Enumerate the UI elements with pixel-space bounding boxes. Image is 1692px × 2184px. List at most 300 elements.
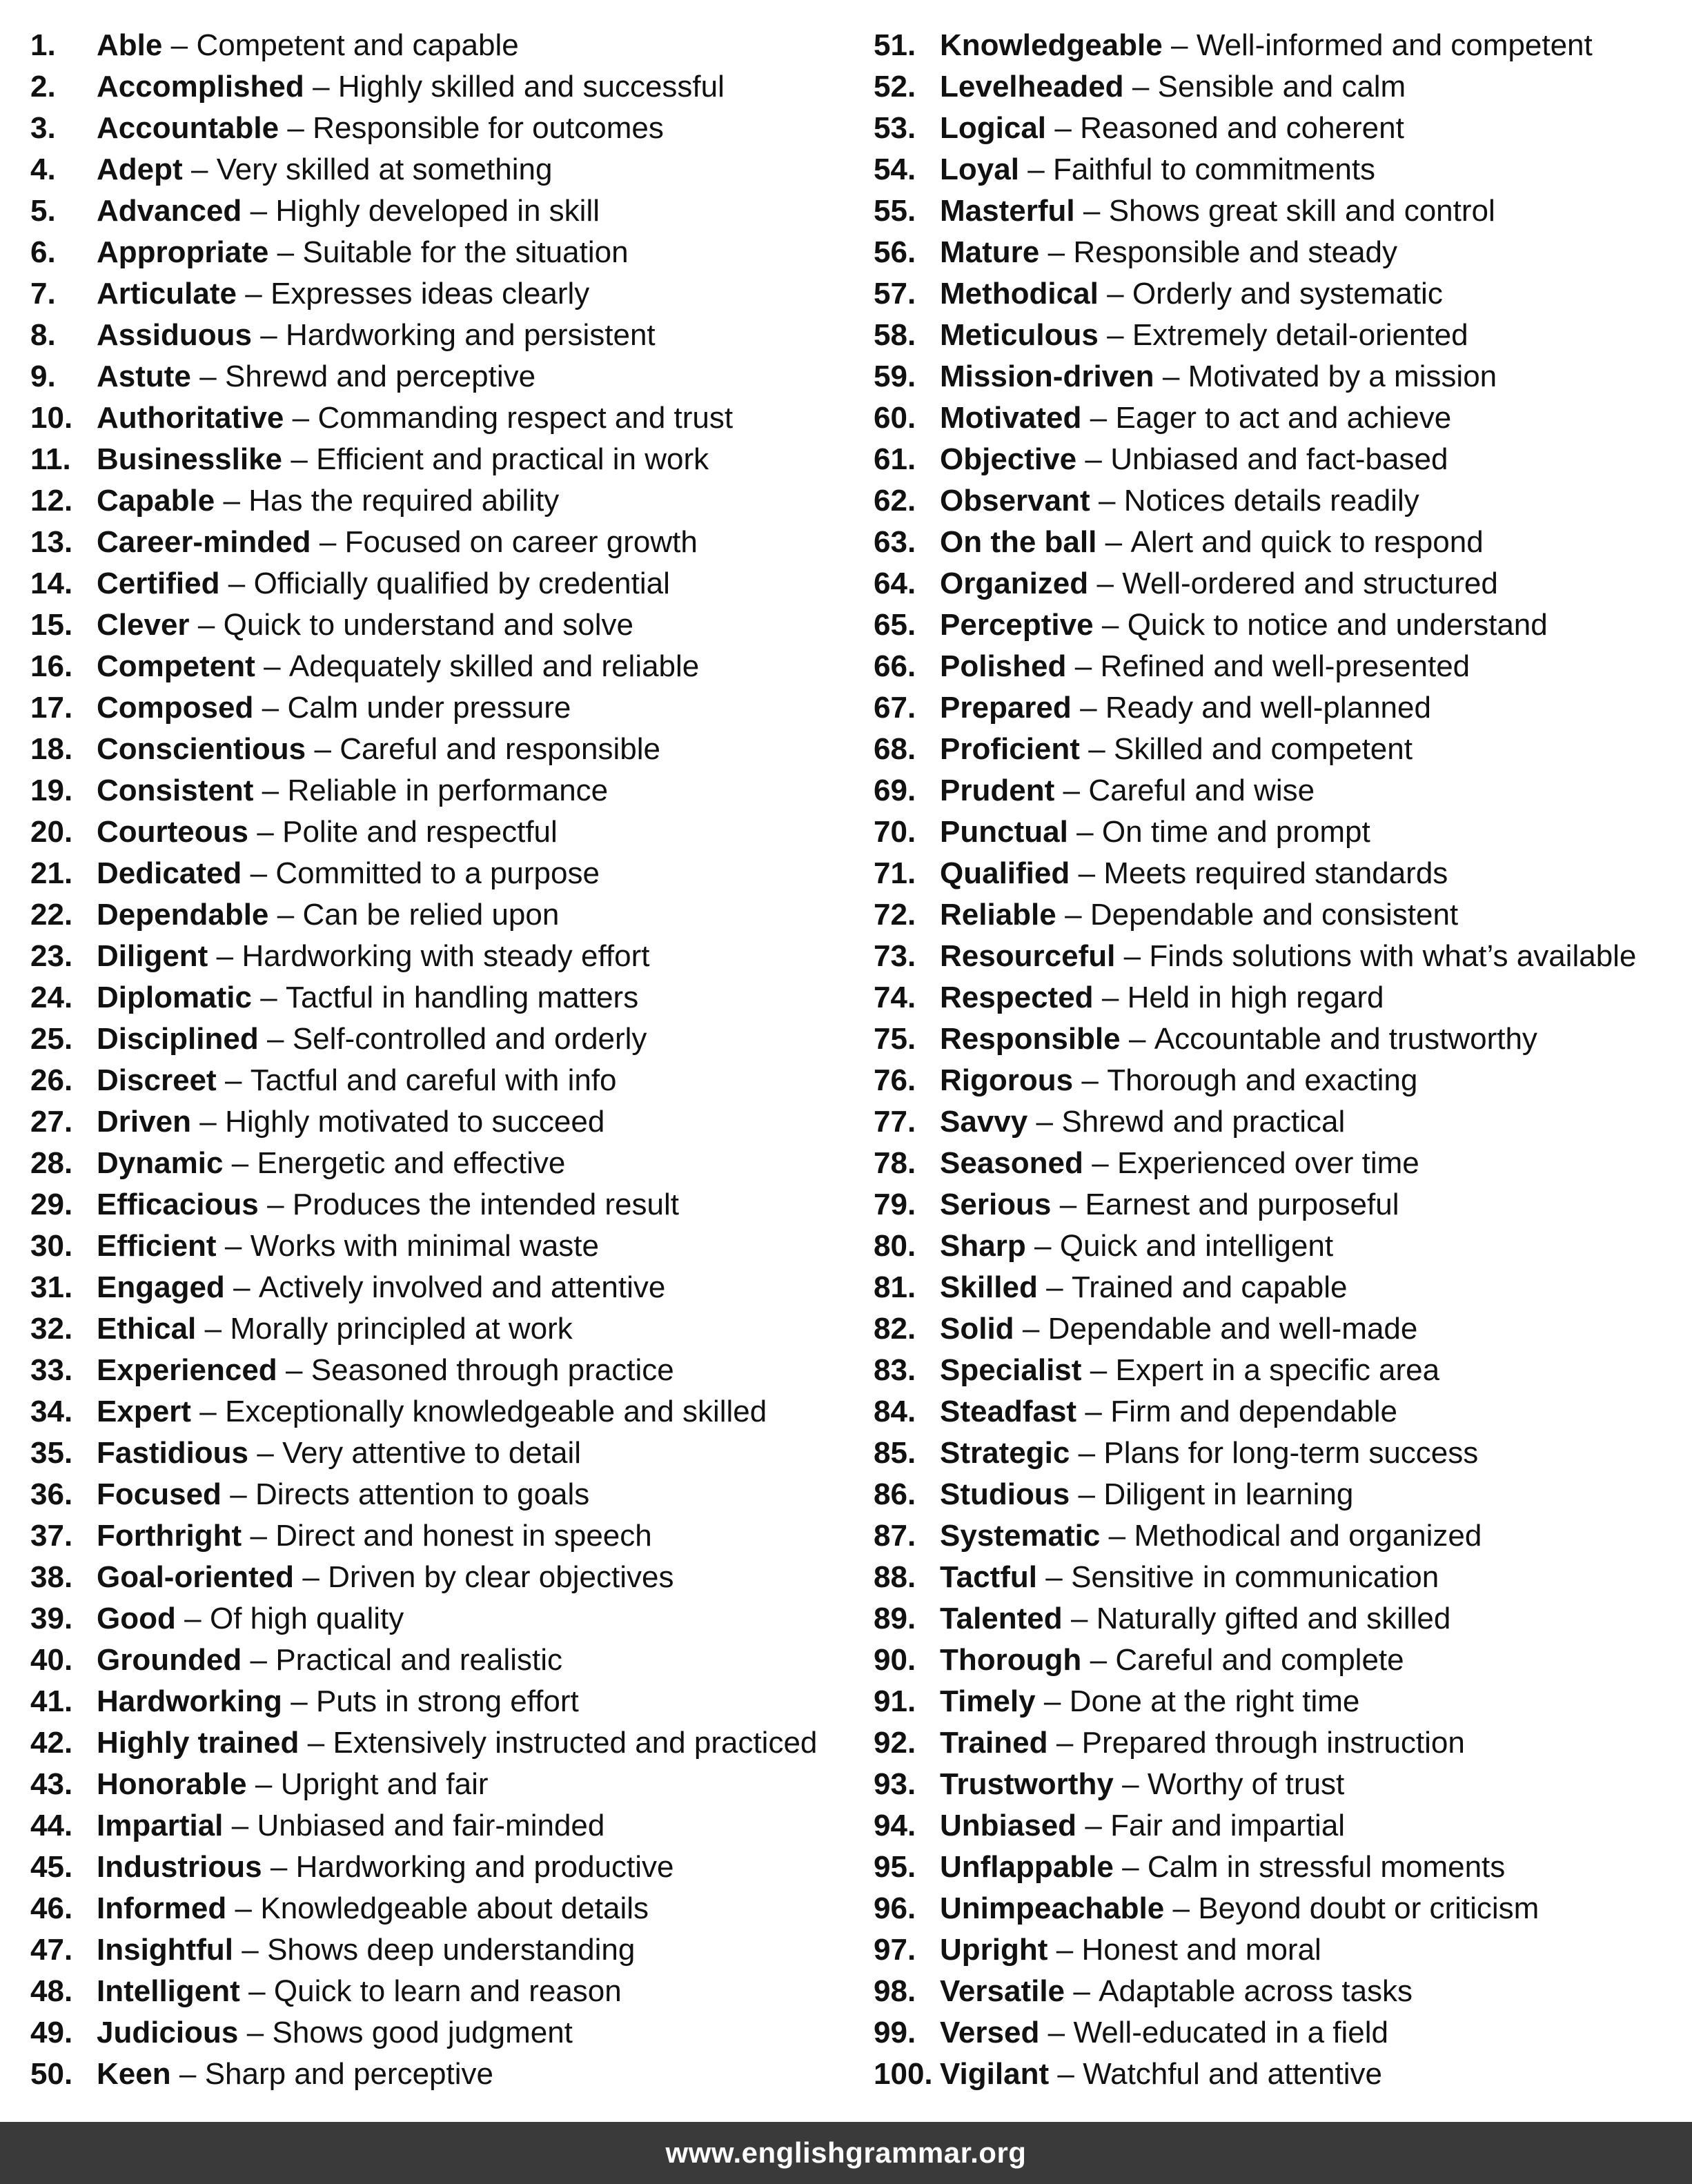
- item-number: 2.: [30, 70, 56, 104]
- item-separator: –: [267, 1022, 284, 1056]
- item-separator: –: [1073, 1974, 1090, 2008]
- item-separator: –: [250, 194, 268, 228]
- list-item: [30, 1557, 872, 1598]
- item-separator: –: [1132, 70, 1150, 104]
- item-number: 40.: [30, 1643, 73, 1677]
- item-term: Meticulous: [940, 318, 1099, 352]
- item-separator: –: [277, 235, 295, 269]
- item-number: 79.: [874, 1188, 916, 1221]
- item-definition: Very attentive to detail: [282, 1436, 582, 1470]
- item-separator: –: [250, 856, 268, 890]
- item-term: Seasoned: [940, 1146, 1083, 1180]
- item-term: Prepared: [940, 691, 1072, 725]
- item-term: Serious: [940, 1188, 1052, 1221]
- item-number: 72.: [874, 898, 916, 932]
- item-separator: –: [1034, 1229, 1052, 1263]
- item-separator: –: [231, 1146, 249, 1180]
- item-term: Observant: [940, 484, 1090, 518]
- item-definition: Experienced over time: [1116, 1146, 1419, 1180]
- item-term: Sharp: [940, 1229, 1026, 1263]
- item-term: Adept: [97, 153, 183, 186]
- item-definition: Self-controlled and orderly: [292, 1022, 647, 1056]
- item-number: 77.: [874, 1105, 916, 1139]
- item-term: Unflappable: [940, 1850, 1114, 1884]
- item-definition: Highly motivated to succeed: [225, 1105, 605, 1139]
- item-term: Vigilant: [940, 2057, 1050, 2091]
- item-number: 83.: [874, 1353, 916, 1387]
- item-definition: Polite and respectful: [282, 815, 558, 849]
- item-number: 23.: [30, 939, 73, 973]
- item-number: 81.: [874, 1270, 916, 1304]
- item-number: 17.: [30, 691, 73, 725]
- list-item: [874, 1515, 1688, 1557]
- item-term: Studious: [940, 1477, 1070, 1511]
- item-definition: Orderly and systematic: [1132, 277, 1443, 311]
- item-term: Informed: [97, 1891, 227, 1925]
- item-definition: Hardworking and persistent: [286, 318, 656, 352]
- item-separator: –: [1080, 691, 1097, 725]
- item-separator: –: [184, 1602, 201, 1635]
- item-term: Accountable: [97, 111, 279, 145]
- item-separator: –: [250, 1643, 267, 1677]
- item-separator: –: [292, 401, 310, 435]
- item-number: 74.: [874, 981, 916, 1014]
- item-number: 42.: [30, 1726, 73, 1760]
- item-definition: Upright and fair: [280, 1767, 489, 1801]
- item-separator: –: [1122, 1850, 1139, 1884]
- item-definition: Accountable and trustworthy: [1154, 1022, 1537, 1056]
- item-definition: Officially qualified by credential: [253, 567, 670, 600]
- item-separator: –: [1162, 360, 1180, 393]
- item-definition: Quick to understand and solve: [223, 608, 634, 642]
- list-item: [874, 273, 1688, 315]
- item-number: 49.: [30, 2016, 73, 2049]
- list-item: [30, 770, 872, 811]
- item-number: 16.: [30, 649, 73, 683]
- item-definition: Well-ordered and structured: [1122, 567, 1498, 600]
- item-term: Upright: [940, 1933, 1048, 1967]
- item-term: Loyal: [940, 153, 1019, 186]
- item-number: 58.: [874, 318, 916, 352]
- item-number: 57.: [874, 277, 916, 311]
- item-term: Astute: [97, 360, 191, 393]
- item-term: Strategic: [940, 1436, 1070, 1470]
- item-separator: –: [1128, 1022, 1146, 1056]
- item-term: Courteous: [97, 815, 248, 849]
- item-definition: Careful and wise: [1088, 774, 1315, 807]
- item-definition: Highly skilled and successful: [337, 70, 725, 104]
- item-definition: Diligent in learning: [1103, 1477, 1354, 1511]
- item-separator: –: [231, 1809, 249, 1842]
- item-definition: Quick to notice and understand: [1127, 608, 1548, 642]
- item-separator: –: [1076, 815, 1094, 849]
- item-number: 66.: [874, 649, 916, 683]
- item-separator: –: [1090, 401, 1108, 435]
- item-separator: –: [1101, 981, 1119, 1014]
- list-item: [874, 1722, 1688, 1764]
- item-term: Honorable: [97, 1767, 247, 1801]
- list-item: [30, 1971, 872, 2012]
- item-separator: –: [1054, 111, 1072, 145]
- item-definition: Very skilled at something: [216, 153, 553, 186]
- item-term: Organized: [940, 567, 1089, 600]
- item-definition: Practical and realistic: [275, 1643, 563, 1677]
- list-item: [874, 1308, 1688, 1350]
- item-term: Highly trained: [97, 1726, 299, 1760]
- item-separator: –: [1047, 235, 1065, 269]
- item-term: Logical: [940, 111, 1047, 145]
- item-term: Hardworking: [97, 1684, 282, 1718]
- item-separator: –: [1122, 1767, 1139, 1801]
- item-number: 43.: [30, 1767, 73, 1801]
- item-number: 44.: [30, 1809, 73, 1842]
- item-term: Engaged: [97, 1270, 225, 1304]
- item-number: 20.: [30, 815, 73, 849]
- list-item: [30, 1515, 872, 1557]
- list-item: [874, 729, 1688, 770]
- item-separator: –: [199, 1395, 217, 1428]
- item-separator: –: [1101, 608, 1119, 642]
- item-definition: Adequately skilled and reliable: [288, 649, 700, 683]
- item-number: 5.: [30, 194, 56, 228]
- list-item: [874, 1060, 1688, 1101]
- item-separator: –: [314, 732, 331, 766]
- list-item: [874, 1929, 1688, 1971]
- item-definition: Earnest and purposeful: [1085, 1188, 1399, 1221]
- list-item: [874, 1557, 1688, 1598]
- list-item: [874, 1226, 1688, 1267]
- item-number: 68.: [874, 732, 916, 766]
- item-definition: Notices details readily: [1123, 484, 1419, 518]
- item-number: 67.: [874, 691, 916, 725]
- item-term: Savvy: [940, 1105, 1028, 1139]
- item-number: 47.: [30, 1933, 73, 1967]
- item-term: Insightful: [97, 1933, 233, 1967]
- item-term: Efficient: [97, 1229, 217, 1263]
- item-definition: Trained and capable: [1071, 1270, 1348, 1304]
- item-number: 54.: [874, 153, 916, 186]
- list-item: [874, 2054, 1688, 2095]
- item-term: Industrious: [97, 1850, 262, 1884]
- item-definition: Focused on career growth: [344, 525, 698, 559]
- item-definition: Naturally gifted and skilled: [1096, 1602, 1451, 1635]
- item-number: 64.: [874, 567, 916, 600]
- item-term: Mature: [940, 235, 1040, 269]
- item-term: Versed: [940, 2016, 1040, 2049]
- item-number: 12.: [30, 484, 73, 518]
- item-definition: Skilled and competent: [1114, 732, 1413, 766]
- item-separator: –: [246, 2016, 264, 2049]
- list-item: [874, 1474, 1688, 1515]
- item-separator: –: [1036, 1105, 1054, 1139]
- item-definition: Calm in stressful moments: [1147, 1850, 1506, 1884]
- item-separator: –: [260, 981, 277, 1014]
- item-definition: Finds solutions with what’s available: [1149, 939, 1637, 973]
- item-term: Composed: [97, 691, 254, 725]
- item-term: Timely: [940, 1684, 1036, 1718]
- item-number: 31.: [30, 1270, 73, 1304]
- item-term: Methodical: [940, 277, 1099, 311]
- item-separator: –: [224, 1063, 242, 1097]
- item-term: Diligent: [97, 939, 208, 973]
- item-separator: –: [1081, 1063, 1099, 1097]
- item-number: 70.: [874, 815, 916, 849]
- item-definition: Energetic and effective: [257, 1146, 566, 1180]
- item-number: 99.: [874, 2016, 916, 2049]
- item-term: Dynamic: [97, 1146, 224, 1180]
- item-definition: Hardworking with steady effort: [242, 939, 650, 973]
- item-separator: –: [291, 1684, 308, 1718]
- item-definition: Morally principled at work: [230, 1312, 573, 1346]
- list-item: [874, 522, 1688, 563]
- item-number: 6.: [30, 235, 56, 269]
- item-number: 26.: [30, 1063, 73, 1097]
- item-number: 62.: [874, 484, 916, 518]
- item-number: 100.: [874, 2057, 933, 2091]
- word-list: [30, 25, 1673, 2091]
- item-number: 63.: [874, 525, 916, 559]
- item-number: 91.: [874, 1684, 916, 1718]
- item-number: 3.: [30, 111, 56, 145]
- list-item: [874, 1598, 1688, 1640]
- list-item: [30, 108, 872, 149]
- footer-website-url[interactable]: www.englishgrammar.org: [665, 2136, 1027, 2169]
- item-term: Ethical: [97, 1312, 197, 1346]
- item-definition: Dependable and well-made: [1047, 1312, 1418, 1346]
- list-item: [30, 1640, 872, 1681]
- item-number: 8.: [30, 318, 56, 352]
- list-item: [30, 232, 872, 273]
- item-definition: Shows good judgment: [272, 2016, 573, 2049]
- item-separator: –: [262, 691, 279, 725]
- item-number: 4.: [30, 153, 56, 186]
- item-term: Authoritative: [97, 401, 284, 435]
- item-separator: –: [1046, 1270, 1063, 1304]
- item-definition: Highly developed in skill: [275, 194, 600, 228]
- item-term: Tactful: [940, 1560, 1037, 1594]
- item-separator: –: [287, 111, 304, 145]
- item-definition: Responsible and steady: [1073, 235, 1398, 269]
- item-separator: –: [1078, 1436, 1096, 1470]
- item-separator: –: [286, 1353, 303, 1387]
- item-number: 38.: [30, 1560, 73, 1594]
- item-term: Steadfast: [940, 1395, 1077, 1428]
- item-term: Reliable: [940, 898, 1056, 932]
- item-number: 35.: [30, 1436, 73, 1470]
- item-definition: Extensively instructed and practiced: [333, 1726, 818, 1760]
- item-term: On the ball: [940, 525, 1097, 559]
- list-item: [30, 1805, 872, 1847]
- item-separator: –: [1083, 194, 1101, 228]
- list-item: [30, 397, 872, 439]
- list-item: [874, 397, 1688, 439]
- item-definition: Expert in a specific area: [1115, 1353, 1440, 1387]
- item-separator: –: [1098, 484, 1116, 518]
- item-definition: Quick to learn and reason: [273, 1974, 622, 2008]
- item-number: 73.: [874, 939, 916, 973]
- item-definition: Held in high regard: [1127, 981, 1384, 1014]
- item-number: 53.: [874, 111, 916, 145]
- item-separator: –: [199, 360, 217, 393]
- list-item: [874, 439, 1688, 480]
- item-separator: –: [262, 774, 279, 807]
- item-number: 25.: [30, 1022, 73, 1056]
- item-term: Dedicated: [97, 856, 242, 890]
- list-item: [874, 1764, 1688, 1805]
- item-separator: –: [1090, 1353, 1108, 1387]
- item-definition: Well-informed and competent: [1196, 28, 1593, 62]
- item-separator: –: [1171, 28, 1188, 62]
- list-item: [874, 1847, 1688, 1888]
- item-definition: Alert and quick to respond: [1130, 525, 1484, 559]
- item-definition: Reasoned and coherent: [1080, 111, 1404, 145]
- item-definition: On time and prompt: [1101, 815, 1370, 849]
- item-definition: Careful and complete: [1115, 1643, 1404, 1677]
- item-separator: –: [216, 939, 234, 973]
- list-item: [30, 646, 872, 687]
- item-definition: Committed to a purpose: [275, 856, 600, 890]
- item-term: Masterful: [940, 194, 1075, 228]
- item-separator: –: [1078, 1477, 1095, 1511]
- item-number: 10.: [30, 401, 73, 435]
- item-definition: Tactful in handling matters: [286, 981, 639, 1014]
- item-number: 95.: [874, 1850, 916, 1884]
- item-term: Diplomatic: [97, 981, 252, 1014]
- item-term: Able: [97, 28, 163, 62]
- item-separator: –: [1107, 277, 1124, 311]
- item-term: Keen: [97, 2057, 171, 2091]
- item-definition: Hardworking and productive: [295, 1850, 674, 1884]
- item-term: Unimpeachable: [940, 1891, 1165, 1925]
- list-item: [30, 1929, 872, 1971]
- item-number: 50.: [30, 2057, 73, 2091]
- item-term: Accomplished: [97, 70, 304, 104]
- item-separator: –: [179, 2057, 197, 2091]
- item-separator: –: [230, 1477, 247, 1511]
- list-item: [30, 1847, 872, 1888]
- item-term: Articulate: [97, 277, 237, 311]
- item-number: 7.: [30, 277, 56, 311]
- item-term: Solid: [940, 1312, 1014, 1346]
- item-term: Fastidious: [97, 1436, 249, 1470]
- item-term: Mission-driven: [940, 360, 1154, 393]
- item-separator: –: [319, 525, 337, 559]
- item-number: 34.: [30, 1395, 73, 1428]
- item-separator: –: [1070, 1602, 1088, 1635]
- item-number: 75.: [874, 1022, 916, 1056]
- item-separator: –: [1105, 525, 1123, 559]
- item-term: Levelheaded: [940, 70, 1124, 104]
- item-separator: –: [1022, 1312, 1040, 1346]
- item-separator: –: [1063, 774, 1081, 807]
- item-separator: –: [1043, 1684, 1061, 1718]
- item-number: 46.: [30, 1891, 73, 1925]
- item-number: 30.: [30, 1229, 73, 1263]
- word-list-column-left: [30, 25, 872, 2095]
- list-item: [30, 149, 872, 190]
- list-item: [30, 1391, 872, 1433]
- list-item: [874, 687, 1688, 729]
- list-item: [30, 1308, 872, 1350]
- item-number: 21.: [30, 856, 73, 890]
- item-separator: –: [235, 1891, 253, 1925]
- item-definition: Thorough and exacting: [1107, 1063, 1418, 1097]
- list-item: [874, 1971, 1688, 2012]
- list-item: [874, 1888, 1688, 1929]
- item-number: 29.: [30, 1188, 73, 1221]
- list-item: [874, 770, 1688, 811]
- list-item: [30, 1598, 872, 1640]
- item-number: 36.: [30, 1477, 73, 1511]
- item-term: Assiduous: [97, 318, 252, 352]
- list-item: [30, 1019, 872, 1060]
- item-term: Dependable: [97, 898, 269, 932]
- item-number: 52.: [874, 70, 916, 104]
- item-separator: –: [250, 1519, 267, 1553]
- item-term: Good: [97, 1602, 176, 1635]
- list-item: [874, 853, 1688, 894]
- item-separator: –: [267, 1188, 284, 1221]
- item-separator: –: [190, 153, 208, 186]
- item-number: 76.: [874, 1063, 916, 1097]
- item-definition: Unbiased and fair-minded: [257, 1809, 605, 1842]
- word-list-column-right: [874, 25, 1688, 2095]
- item-term: Expert: [97, 1395, 191, 1428]
- list-item: [874, 977, 1688, 1019]
- item-term: Efficacious: [97, 1188, 259, 1221]
- list-item: [874, 894, 1688, 936]
- item-separator: –: [1045, 1560, 1063, 1594]
- item-term: Trustworthy: [940, 1767, 1114, 1801]
- item-definition: Extremely detail-oriented: [1132, 318, 1468, 352]
- item-number: 98.: [874, 1974, 916, 2008]
- item-separator: –: [1108, 1519, 1126, 1553]
- list-item: [30, 1184, 872, 1226]
- item-separator: –: [291, 442, 308, 476]
- list-item: [874, 1805, 1688, 1847]
- item-term: Resourceful: [940, 939, 1116, 973]
- item-definition: Shows deep understanding: [267, 1933, 636, 1967]
- item-definition: Sensible and calm: [1157, 70, 1406, 104]
- item-number: 93.: [874, 1767, 916, 1801]
- item-number: 15.: [30, 608, 73, 642]
- item-definition: Worthy of trust: [1147, 1767, 1345, 1801]
- list-item: [30, 1474, 872, 1515]
- item-term: Competent: [97, 649, 255, 683]
- item-number: 69.: [874, 774, 916, 807]
- item-number: 51.: [874, 28, 916, 62]
- list-item: [874, 563, 1688, 604]
- item-definition: Expresses ideas clearly: [270, 277, 590, 311]
- list-item: [874, 480, 1688, 522]
- item-definition: Watchful and attentive: [1083, 2057, 1382, 2091]
- item-number: 82.: [874, 1312, 916, 1346]
- item-number: 28.: [30, 1146, 73, 1180]
- item-number: 92.: [874, 1726, 916, 1760]
- item-separator: –: [223, 484, 240, 518]
- item-definition: Actively involved and attentive: [258, 1270, 666, 1304]
- item-definition: Careful and responsible: [340, 732, 660, 766]
- item-separator: –: [1057, 2057, 1074, 2091]
- item-separator: –: [233, 1270, 250, 1304]
- item-separator: –: [264, 649, 281, 683]
- item-definition: Shrewd and practical: [1061, 1105, 1346, 1139]
- item-definition: Ready and well-planned: [1105, 691, 1431, 725]
- item-number: 18.: [30, 732, 73, 766]
- item-number: 97.: [874, 1933, 916, 1967]
- item-definition: Done at the right time: [1069, 1684, 1360, 1718]
- list-item: [874, 1640, 1688, 1681]
